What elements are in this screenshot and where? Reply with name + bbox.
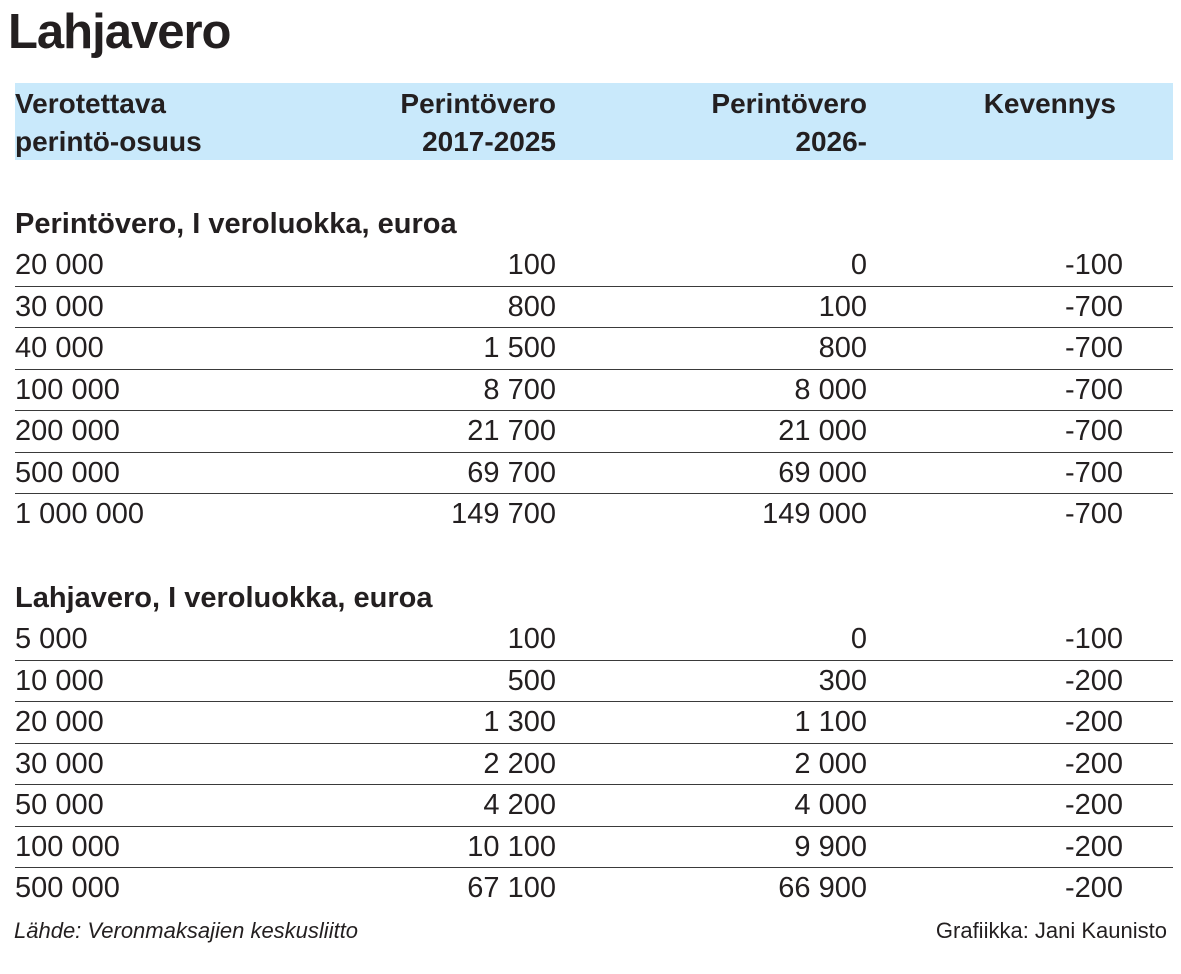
cell-tax-2017-2025: 100 (507, 249, 556, 281)
cell-tax-2017-2025: 21 700 (467, 415, 556, 447)
header-line: Kevennys (983, 88, 1116, 119)
table-row (15, 619, 1173, 661)
table-row (15, 827, 1173, 869)
section-gift-tax (15, 577, 1173, 910)
cell-reduction: -200 (1064, 872, 1123, 904)
cell-tax-2026: 149 000 (762, 498, 867, 530)
cell-reduction: -200 (1064, 664, 1123, 697)
section-inheritance-tax (15, 203, 1173, 536)
cell-taxable-share: 50 000 (15, 789, 104, 821)
cell-reduction: -200 (1064, 830, 1123, 863)
table-row (15, 287, 1173, 329)
table-row (15, 661, 1173, 703)
table-row (15, 411, 1173, 453)
cell-tax-2026: 9 900 (794, 830, 867, 863)
cell-reduction: -700 (1064, 332, 1123, 364)
table-row (15, 702, 1173, 744)
cell-tax-2026: 69 000 (778, 456, 867, 489)
header-line: Perintövero (711, 88, 867, 119)
table-row (15, 744, 1173, 786)
header-line: 2017-2025 (422, 126, 556, 157)
cell-tax-2017-2025: 100 (507, 623, 556, 655)
cell-tax-2026: 4 000 (794, 789, 867, 821)
cell-tax-2017-2025: 67 100 (467, 872, 556, 904)
cell-tax-2017-2025: 4 200 (483, 789, 556, 821)
cell-taxable-share: 10 000 (15, 664, 104, 697)
cell-tax-2026: 300 (818, 664, 867, 697)
cell-tax-2026: 8 000 (794, 373, 867, 406)
table-row (15, 370, 1173, 412)
cell-tax-2017-2025: 10 100 (467, 830, 556, 863)
cell-taxable-share: 30 000 (15, 747, 104, 780)
graphics-credit: Grafiikka: Jani Kaunisto (935, 918, 1167, 943)
cell-taxable-share: 1 000 000 (15, 498, 145, 530)
header-line: perintö-osuus (15, 126, 202, 157)
section-title: Perintövero, I veroluokka, euroa (15, 208, 457, 240)
cell-tax-2026: 21 000 (778, 415, 867, 447)
cell-tax-2017-2025: 1 300 (483, 706, 556, 738)
section-title: Lahjavero, I veroluokka, euroa (15, 582, 433, 614)
cell-reduction: -700 (1064, 290, 1123, 323)
header-line: Perintövero (400, 88, 556, 119)
cell-reduction: -100 (1064, 249, 1123, 281)
table-row (15, 868, 1173, 910)
cell-reduction: -700 (1064, 498, 1123, 530)
page-title: Lahjavero (8, 5, 231, 59)
cell-tax-2026: 2 000 (794, 747, 867, 780)
table-row (15, 245, 1173, 287)
cell-taxable-share: 100 000 (15, 373, 120, 406)
cell-reduction: -700 (1064, 373, 1123, 406)
cell-tax-2017-2025: 500 (507, 664, 556, 697)
header-line: 2026- (795, 126, 867, 157)
table-row (15, 494, 1173, 536)
table-row (15, 328, 1173, 370)
cell-tax-2026: 0 (850, 623, 867, 655)
column-header-tax-2026 (711, 85, 867, 161)
cell-taxable-share: 500 000 (15, 456, 120, 489)
cell-taxable-share: 200 000 (15, 415, 120, 447)
cell-tax-2017-2025: 1 500 (483, 332, 556, 364)
cell-tax-2026: 0 (850, 249, 867, 281)
cell-reduction: -700 (1064, 415, 1123, 447)
cell-tax-2017-2025: 149 700 (451, 498, 556, 530)
column-header-taxable-share (15, 85, 202, 161)
cell-taxable-share: 5 000 (15, 623, 88, 655)
cell-reduction: -200 (1064, 706, 1123, 738)
table-body (15, 619, 1173, 910)
cell-tax-2017-2025: 8 700 (483, 373, 556, 406)
cell-tax-2026: 800 (818, 332, 867, 364)
cell-tax-2026: 1 100 (794, 706, 867, 738)
cell-taxable-share: 100 000 (15, 830, 120, 863)
cell-taxable-share: 500 000 (15, 872, 120, 904)
cell-taxable-share: 20 000 (15, 706, 104, 738)
column-header-tax-2017-2025 (400, 85, 556, 161)
cell-tax-2017-2025: 2 200 (483, 747, 556, 780)
cell-reduction: -200 (1064, 747, 1123, 780)
cell-taxable-share: 30 000 (15, 290, 104, 323)
table-row (15, 453, 1173, 495)
cell-reduction: -700 (1064, 456, 1123, 489)
cell-tax-2017-2025: 800 (507, 290, 556, 323)
cell-reduction: -200 (1064, 789, 1123, 821)
source-note: Lähde: Veronmaksajien keskusliitto (14, 918, 359, 943)
column-header-reduction (984, 85, 1116, 123)
cell-reduction: -100 (1064, 623, 1123, 655)
cell-tax-2026: 66 900 (778, 872, 867, 904)
cell-taxable-share: 40 000 (15, 332, 104, 364)
header-line: Verotettava (15, 88, 166, 119)
cell-taxable-share: 20 000 (15, 249, 104, 281)
cell-tax-2017-2025: 69 700 (467, 456, 556, 489)
table-header (15, 83, 1173, 160)
cell-tax-2026: 100 (818, 290, 867, 323)
table-row (15, 785, 1173, 827)
table-body (15, 245, 1173, 536)
